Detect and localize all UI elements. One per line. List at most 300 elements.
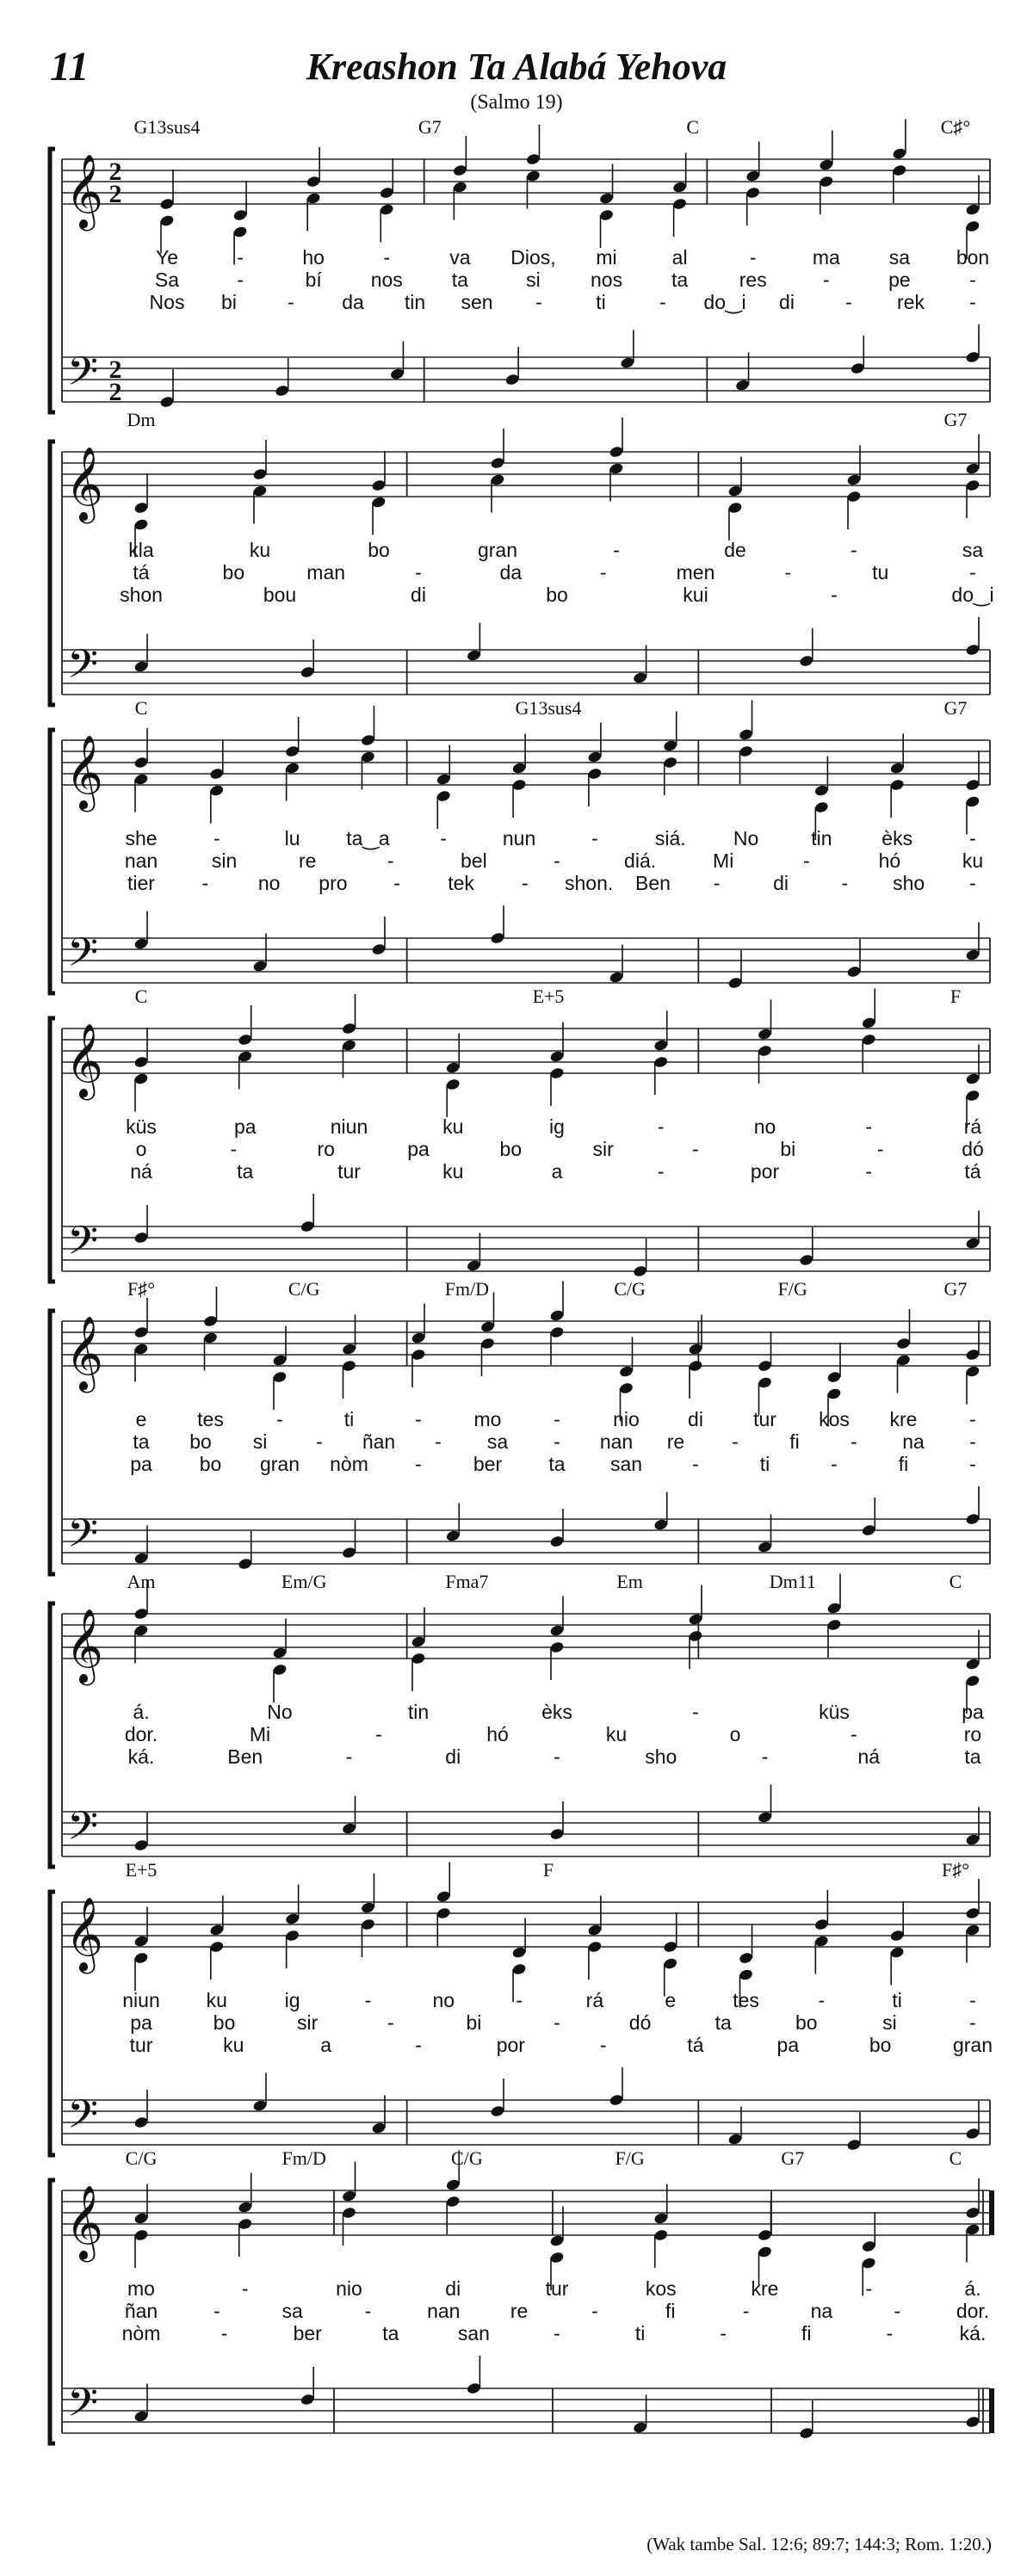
chord-symbol: F/G xyxy=(777,1278,807,1300)
lyric-syllable-verse-1: niun xyxy=(330,1115,368,1138)
lyric-syllable-verse-1: no xyxy=(432,1989,455,2011)
chord-symbol: Fma7 xyxy=(445,1571,489,1592)
chord-symbol: G7 xyxy=(781,2147,805,2169)
lyric-syllable-verse-1: di xyxy=(688,1408,703,1430)
lyric-syllable-verse-3: san xyxy=(609,1453,643,1475)
lyric-syllable-verse-1: - xyxy=(969,1408,976,1430)
lyric-syllable-verse-2: ta xyxy=(714,2011,732,2034)
lyric-syllable-verse-3: ber xyxy=(293,2322,322,2344)
lyric-syllable-verse-2: ta xyxy=(133,1430,150,1453)
lyric-syllable-verse-2: - xyxy=(969,2011,976,2034)
lyric-syllable-verse-3: sho xyxy=(893,872,925,894)
lyric-syllable-verse-3: - xyxy=(522,872,529,894)
system-bracket xyxy=(50,730,55,993)
chord-symbol: C♯° xyxy=(940,116,971,138)
lyric-syllable-verse-1: No xyxy=(267,1701,293,1723)
lyric-syllable-verse-2: sin xyxy=(211,849,238,872)
lyric-syllable-verse-2: - xyxy=(316,1430,323,1453)
system-bracket xyxy=(50,2180,55,2443)
lyric-syllable-verse-3: pro xyxy=(319,872,348,894)
chord-symbol: Em/G xyxy=(281,1571,327,1592)
lyric-syllable-verse-2: - xyxy=(435,1430,442,1453)
lyric-syllable-verse-1: - xyxy=(865,2277,873,2300)
chord-symbol: C xyxy=(686,116,700,138)
time-signature-bottom: 2 xyxy=(108,378,122,406)
bass-clef-icon: 𝄢 xyxy=(66,2380,99,2436)
lyric-syllable-verse-1: - xyxy=(237,246,244,269)
lyric-syllable-verse-2: dó xyxy=(628,2011,652,2034)
lyric-syllable-verse-2: tu xyxy=(872,561,889,584)
lyric-syllable-verse-2: pe xyxy=(888,269,911,291)
lyric-syllable-verse-3: a xyxy=(320,2034,332,2056)
system-bracket xyxy=(50,1018,55,1282)
hymn-number: 11 xyxy=(50,44,90,90)
lyric-syllable-verse-2: nos xyxy=(590,269,623,291)
lyric-syllable-verse-2: ta xyxy=(671,269,689,291)
lyric-syllable-verse-3: fi xyxy=(898,1453,909,1475)
lyric-syllable-verse-3: por xyxy=(496,2034,525,2056)
lyric-syllable-verse-2: fi xyxy=(665,2300,676,2322)
lyric-syllable-verse-2: - xyxy=(802,849,810,872)
lyric-syllable-verse-1: kos xyxy=(645,2277,677,2300)
lyric-syllable-verse-1: - xyxy=(969,827,976,849)
lyric-syllable-verse-1: á. xyxy=(133,1701,150,1723)
lyric-syllable-verse-2: hó xyxy=(878,849,901,872)
system-5 xyxy=(50,1278,990,1574)
lyric-syllable-verse-1: - xyxy=(554,1408,560,1430)
lyric-syllable-verse-3: - xyxy=(345,1745,353,1768)
bass-clef-icon: 𝄢 xyxy=(66,349,99,405)
lyric-syllable-verse-2: - xyxy=(364,2300,372,2322)
chord-symbol: C/G xyxy=(451,2147,483,2169)
treble-clef-icon: 𝄞 xyxy=(65,1609,103,1683)
lyric-syllable-verse-2: - xyxy=(784,561,792,584)
lyric-syllable-verse-1: - xyxy=(383,246,391,269)
lyric-syllable-verse-1: küs xyxy=(126,1115,157,1138)
lyric-syllable-verse-3: tá xyxy=(687,2034,704,2056)
lyric-syllable-verse-3: gran xyxy=(259,1453,300,1475)
lyric-syllable-verse-2: nan xyxy=(599,1430,634,1453)
lyric-syllable-verse-1: ti xyxy=(892,1989,902,2011)
lyric-syllable-verse-3: Nos xyxy=(149,291,185,313)
chord-symbol: C/G xyxy=(614,1278,646,1300)
lyric-syllable-verse-2: - xyxy=(822,269,830,291)
lyric-syllable-verse-1: nun xyxy=(502,827,536,849)
lyric-syllable-verse-2: Mi xyxy=(713,849,734,872)
lyric-syllable-verse-3: ku xyxy=(442,1160,464,1183)
lyric-syllable-verse-2: si xyxy=(882,2011,897,2034)
time-signature-bottom: 2 xyxy=(108,180,122,208)
lyric-syllable-verse-3: - xyxy=(220,2322,228,2344)
lyric-syllable-verse-2: - xyxy=(387,2011,394,2034)
chord-symbol: G7 xyxy=(943,697,968,719)
lyric-syllable-verse-1: ho xyxy=(302,246,325,269)
lyric-syllable-verse-2: - xyxy=(213,2300,220,2322)
lyric-syllable-verse-3: tier xyxy=(127,872,155,894)
lyric-syllable-verse-1: - xyxy=(818,1989,826,2011)
chord-symbol: F xyxy=(949,985,962,1007)
lyric-syllable-verse-3: ká. xyxy=(127,1745,155,1768)
system-bracket xyxy=(50,442,55,705)
lyric-syllable-verse-2: - xyxy=(591,2300,598,2322)
lyric-syllable-verse-1: ig xyxy=(549,1115,565,1138)
lyric-syllable-verse-3: - xyxy=(845,291,852,313)
lyric-syllable-verse-1: ku xyxy=(442,1115,464,1138)
lyric-syllable-verse-3: rek xyxy=(897,291,925,313)
treble-clef-icon: 𝄞 xyxy=(65,2185,103,2259)
lyric-syllable-verse-3: - xyxy=(841,872,849,894)
lyric-syllable-verse-3: gran xyxy=(952,2034,993,2056)
lyric-syllable-verse-2: diá. xyxy=(624,849,657,872)
lyric-syllable-verse-3: por xyxy=(750,1160,780,1183)
system-2 xyxy=(50,409,994,705)
lyric-syllable-verse-3: - xyxy=(535,291,542,313)
lyric-syllable-verse-1: èks xyxy=(541,1701,572,1723)
lyric-syllable-verse-2: - xyxy=(894,2300,901,2322)
lyric-syllable-verse-2: - xyxy=(375,1723,382,1745)
lyric-syllable-verse-2: ta xyxy=(451,269,468,291)
lyric-syllable-verse-1: nio xyxy=(336,2277,362,2300)
lyric-syllable-verse-2: re xyxy=(666,1430,685,1453)
lyric-syllable-verse-2: re xyxy=(298,849,317,872)
chord-symbol: C/G xyxy=(288,1278,320,1300)
lyric-syllable-verse-1: èks xyxy=(881,827,913,849)
lyric-syllable-verse-1: niun xyxy=(122,1989,160,2011)
chord-symbol: Fm/D xyxy=(281,2147,326,2169)
lyric-syllable-verse-3: ká. xyxy=(959,2322,987,2344)
treble-clef-icon: 𝄞 xyxy=(65,735,103,809)
lyric-syllable-verse-1: - xyxy=(440,827,448,849)
lyric-syllable-verse-2: sir xyxy=(592,1138,614,1160)
system-bracket xyxy=(50,1311,55,1574)
lyric-syllable-verse-3: bo xyxy=(199,1453,222,1475)
lyric-syllable-verse-2: - xyxy=(230,1138,238,1160)
lyric-syllable-verse-2: pa xyxy=(130,2011,152,2034)
lyric-syllable-verse-3: - xyxy=(415,2034,422,2056)
system-3 xyxy=(50,697,990,993)
lyric-syllable-verse-3: do‿i xyxy=(703,291,746,313)
lyric-syllable-verse-2: o xyxy=(135,1138,147,1160)
chord-symbol: Fm/D xyxy=(444,1278,490,1300)
lyric-syllable-verse-2: bo xyxy=(189,1430,212,1453)
chord-symbol: F♯° xyxy=(941,1859,970,1881)
lyric-syllable-verse-3: - xyxy=(692,1453,699,1475)
lyric-syllable-verse-2: Mi xyxy=(249,1723,271,1745)
scripture-footnote: (Wak tambe Sal. 12:6; 89:7; 144:3; Rom. 1:20.) xyxy=(646,2534,992,2554)
chord-symbol: G13sus4 xyxy=(133,116,201,138)
lyric-syllable-verse-2: si xyxy=(252,1430,268,1453)
lyric-syllable-verse-2: - xyxy=(969,1430,976,1453)
bass-clef-icon: 𝄢 xyxy=(66,641,99,697)
lyric-syllable-verse-1: ku xyxy=(206,1989,227,2011)
lyric-syllable-verse-3: ta xyxy=(382,2322,399,2344)
lyric-syllable-verse-3: shon. xyxy=(565,872,614,894)
lyric-syllable-verse-1: - xyxy=(516,1989,523,2011)
lyric-syllable-verse-3: - xyxy=(393,872,401,894)
lyric-syllable-verse-1: - xyxy=(613,539,620,561)
lyric-syllable-verse-3: nòm xyxy=(121,2322,161,2344)
lyric-syllable-verse-1: - xyxy=(692,1701,699,1723)
lyric-syllable-verse-2: ñan xyxy=(362,1430,396,1453)
chord-symbol: Dm xyxy=(127,409,156,430)
lyric-syllable-verse-3: - xyxy=(969,291,976,313)
lyric-syllable-verse-1: pa xyxy=(962,1701,984,1723)
lyric-syllable-verse-1: - xyxy=(276,1408,283,1430)
lyric-syllable-verse-1: va xyxy=(449,246,471,269)
lyric-syllable-verse-3: tin xyxy=(404,291,426,313)
lyric-syllable-verse-1: ta‿a xyxy=(346,827,390,849)
bass-clef-icon: 𝄢 xyxy=(66,1510,99,1566)
lyric-syllable-verse-2: - xyxy=(415,561,422,584)
lyric-syllable-verse-2: bí xyxy=(305,269,322,291)
lyric-syllable-verse-2: - xyxy=(876,1138,884,1160)
lyric-syllable-verse-1: - xyxy=(969,1989,976,2011)
chord-symbol: Dm11 xyxy=(769,1571,816,1592)
chord-symbol: C xyxy=(949,2147,962,2169)
lyric-syllable-verse-1: de xyxy=(724,539,746,561)
lyric-syllable-verse-3: san xyxy=(457,2322,490,2344)
lyric-syllable-verse-3: - xyxy=(554,1745,560,1768)
lyric-syllable-verse-3: - xyxy=(554,2322,560,2344)
lyric-syllable-verse-2: bo xyxy=(213,2011,236,2034)
chord-symbol: C xyxy=(134,697,148,719)
lyric-syllable-verse-3: ti xyxy=(634,2322,646,2344)
lyric-syllable-verse-1: - xyxy=(851,539,857,561)
lyric-syllable-verse-2: fi xyxy=(789,1430,800,1453)
lyric-syllable-verse-1: mi xyxy=(596,246,617,269)
treble-clef-icon: 𝄞 xyxy=(65,154,103,228)
lyric-syllable-verse-2: bi xyxy=(780,1138,796,1160)
lyric-syllable-verse-1: e xyxy=(135,1408,147,1430)
lyric-syllable-verse-2: da xyxy=(499,561,523,584)
lyric-syllable-verse-1: bo xyxy=(368,539,390,561)
lyric-syllable-verse-3: sen xyxy=(461,291,493,313)
lyric-syllable-verse-3: - xyxy=(599,2034,607,2056)
lyric-syllable-verse-2: man xyxy=(306,561,346,584)
lyric-syllable-verse-3: - xyxy=(657,1160,665,1183)
lyric-syllable-verse-3: - xyxy=(201,872,209,894)
lyric-syllable-verse-3: - xyxy=(713,872,721,894)
lyric-syllable-verse-3: - xyxy=(831,1453,838,1475)
lyric-syllable-verse-3: bo xyxy=(869,2034,892,2056)
lyric-syllable-verse-1: sa xyxy=(962,539,984,561)
lyric-syllable-verse-3: - xyxy=(720,2322,727,2344)
system-bracket xyxy=(50,1603,55,1867)
lyric-syllable-verse-2: ro xyxy=(317,1138,335,1160)
lyric-syllable-verse-3: di xyxy=(773,872,789,894)
lyric-syllable-verse-2: ñan xyxy=(124,2300,158,2322)
lyric-syllable-verse-2: nos xyxy=(370,269,403,291)
lyric-syllable-verse-1: á. xyxy=(964,2277,981,2300)
lyric-syllable-verse-2: bi xyxy=(466,2011,482,2034)
lyric-syllable-verse-2: - xyxy=(732,1430,739,1453)
lyric-syllable-verse-3: ná xyxy=(130,1160,152,1183)
lyric-syllable-verse-2: dor. xyxy=(124,1723,158,1745)
bass-clef-icon: 𝄢 xyxy=(66,1803,99,1859)
lyric-syllable-verse-3: a xyxy=(551,1160,563,1183)
lyric-syllable-verse-2: - xyxy=(692,1138,699,1160)
lyric-syllable-verse-1: tur xyxy=(545,2277,569,2300)
chord-symbol: G13sus4 xyxy=(515,697,582,719)
system-1 xyxy=(50,116,990,412)
lyric-syllable-verse-1: - xyxy=(657,1115,665,1138)
lyric-syllable-verse-2: sa xyxy=(281,2300,303,2322)
lyric-syllable-verse-2: dor. xyxy=(956,2300,990,2322)
lyric-syllable-verse-1: küs xyxy=(819,1701,850,1723)
lyric-syllable-verse-3: - xyxy=(969,872,976,894)
lyric-syllable-verse-3: tur xyxy=(337,1160,361,1183)
lyric-syllable-verse-3: ná xyxy=(857,1745,881,1768)
lyric-syllable-verse-2: hó xyxy=(486,1723,509,1745)
lyric-syllable-verse-2: - xyxy=(969,269,976,291)
lyric-syllable-verse-2: ku xyxy=(605,1723,628,1745)
lyric-syllable-verse-2: tá xyxy=(133,561,150,584)
lyric-syllable-verse-1: - xyxy=(591,827,598,849)
lyric-syllable-verse-3: bi xyxy=(221,291,237,313)
lyric-syllable-verse-3: nòm xyxy=(330,1453,368,1475)
lyric-syllable-verse-1: tin xyxy=(811,827,832,849)
lyric-syllable-verse-3: tek xyxy=(448,872,474,894)
lyric-syllable-verse-1: - xyxy=(364,1989,372,2011)
lyric-syllable-verse-1: nio xyxy=(613,1408,640,1430)
lyric-syllable-verse-2: Sa xyxy=(154,269,180,291)
lyric-syllable-verse-1: gran xyxy=(477,539,518,561)
time-signature-top: 2 xyxy=(108,158,122,186)
chord-symbol: C/G xyxy=(125,2147,158,2169)
lyric-syllable-verse-1: no xyxy=(753,1115,776,1138)
lyric-syllable-verse-3: pa xyxy=(776,2034,800,2056)
lyric-syllable-verse-1: No xyxy=(733,827,759,849)
lyric-syllable-verse-3: di xyxy=(445,1745,461,1768)
chord-symbol: G7 xyxy=(418,116,442,138)
bass-clef-icon: 𝄢 xyxy=(66,2091,99,2147)
lyric-syllable-verse-1: bon xyxy=(956,246,990,269)
lyric-syllable-verse-1: - xyxy=(241,2277,249,2300)
bass-clef-icon: 𝄢 xyxy=(66,1218,99,1274)
treble-clef-icon: 𝄞 xyxy=(65,1316,103,1390)
lyric-syllable-verse-3: ta xyxy=(237,1160,254,1183)
lyric-syllable-verse-1: kre xyxy=(889,1408,918,1430)
chord-symbol: E+5 xyxy=(532,985,565,1007)
lyric-syllable-verse-3: do‿i xyxy=(951,584,994,606)
lyric-syllable-verse-1: Dios, xyxy=(510,246,556,269)
time-signature-top: 2 xyxy=(108,355,122,384)
lyric-syllable-verse-1: ma xyxy=(812,246,840,269)
lyric-syllable-verse-3: bou xyxy=(263,584,297,606)
lyric-syllable-verse-1: - xyxy=(415,1408,422,1430)
lyric-syllable-verse-3: fi xyxy=(801,2322,812,2344)
lyric-syllable-verse-1: pa xyxy=(233,1115,257,1138)
lyric-syllable-verse-3: ta xyxy=(548,1453,566,1475)
lyric-syllable-verse-2: sa xyxy=(486,1430,509,1453)
lyric-syllable-verse-2: - xyxy=(554,2011,560,2034)
bass-clef-icon: 𝄢 xyxy=(66,930,99,985)
lyric-syllable-verse-3: ta xyxy=(964,1745,981,1768)
lyric-syllable-verse-3: kui xyxy=(683,584,708,606)
lyric-syllable-verse-1: rá xyxy=(963,1115,982,1138)
lyric-syllable-verse-1: sa xyxy=(888,246,911,269)
lyric-syllable-verse-3: di xyxy=(411,584,426,606)
system-bracket xyxy=(50,1892,55,2155)
treble-clef-icon: 𝄞 xyxy=(65,447,103,521)
chord-symbol: F/G xyxy=(615,2147,645,2169)
system-7 xyxy=(50,1859,993,2155)
lyric-syllable-verse-2: - xyxy=(851,1723,857,1745)
lyric-syllable-verse-1: Ye xyxy=(155,246,179,269)
lyric-syllable-verse-3: pa xyxy=(130,1453,152,1475)
lyric-syllable-verse-2: bo xyxy=(795,2011,818,2034)
system-8 xyxy=(50,2147,992,2443)
lyric-syllable-verse-1: ig xyxy=(284,1989,300,2011)
lyric-syllable-verse-2: bo xyxy=(222,561,245,584)
lyric-syllable-verse-3: ku xyxy=(223,2034,244,2056)
lyric-syllable-verse-1: - xyxy=(865,1115,873,1138)
chord-symbol: F xyxy=(542,1859,554,1881)
lyric-syllable-verse-3: shon xyxy=(120,584,163,606)
lyric-syllable-verse-1: tur xyxy=(753,1408,776,1430)
system-4 xyxy=(50,985,990,1282)
lyric-syllable-verse-2: - xyxy=(851,1430,857,1453)
lyric-syllable-verse-1: - xyxy=(213,827,220,849)
chord-symbol: Em xyxy=(616,1571,643,1592)
chord-symbol: F♯° xyxy=(127,1278,156,1300)
lyric-syllable-verse-1: tes xyxy=(733,1989,759,2011)
lyric-syllable-verse-3: no xyxy=(257,872,281,894)
lyric-syllable-verse-2: - xyxy=(237,269,244,291)
lyric-syllable-verse-3: da xyxy=(342,291,364,313)
treble-clef-icon: 𝄞 xyxy=(65,1023,103,1097)
lyric-syllable-verse-1: rá xyxy=(585,1989,604,2011)
lyric-syllable-verse-1: she xyxy=(125,827,158,849)
lyric-syllable-verse-2: o xyxy=(729,1723,741,1745)
lyric-syllable-verse-2: - xyxy=(599,561,607,584)
lyric-syllable-verse-2: res xyxy=(739,269,767,291)
lyric-syllable-verse-3: - xyxy=(831,584,838,606)
hymn-title: Kreashon Ta Alabá Yehova xyxy=(306,46,727,88)
hymn-subtitle: (Salmo 19) xyxy=(470,91,563,114)
lyric-syllable-verse-1: kre xyxy=(751,2277,779,2300)
lyric-syllable-verse-3: tá xyxy=(964,1160,981,1183)
lyric-syllable-verse-3: di xyxy=(779,291,795,313)
lyric-syllable-verse-1: ti xyxy=(343,1408,355,1430)
lyric-syllable-verse-2: - xyxy=(742,2300,750,2322)
lyric-syllable-verse-3: - xyxy=(659,291,666,313)
lyric-syllable-verse-2: - xyxy=(969,561,976,584)
chord-symbol: G7 xyxy=(943,409,968,430)
lyric-syllable-verse-3: - xyxy=(865,1160,873,1183)
system-6 xyxy=(50,1571,990,1867)
lyric-syllable-verse-2: nan xyxy=(427,2300,461,2322)
lyric-syllable-verse-2: na xyxy=(902,1430,925,1453)
treble-clef-icon: 𝄞 xyxy=(65,1897,103,1971)
lyric-syllable-verse-3: - xyxy=(288,291,294,313)
lyric-syllable-verse-1: tes xyxy=(197,1408,224,1430)
lyric-syllable-verse-2: sir xyxy=(297,2011,319,2034)
lyric-syllable-verse-2: - xyxy=(554,1430,560,1453)
lyric-syllable-verse-1: siá. xyxy=(654,827,686,849)
lyric-syllable-verse-3: ber xyxy=(473,1453,503,1475)
system-bracket xyxy=(50,149,55,412)
lyric-syllable-verse-2: si xyxy=(526,269,541,291)
lyric-syllable-verse-2: men xyxy=(676,561,715,584)
lyric-syllable-verse-3: tur xyxy=(129,2034,153,2056)
lyric-syllable-verse-2: - xyxy=(387,849,394,872)
lyric-syllable-verse-2: bo xyxy=(499,1138,523,1160)
lyric-syllable-verse-1: lu xyxy=(284,827,300,849)
chord-symbol: Am xyxy=(127,1571,156,1592)
lyric-syllable-verse-3: Ben xyxy=(634,872,671,894)
chord-symbol: C xyxy=(949,1571,962,1592)
